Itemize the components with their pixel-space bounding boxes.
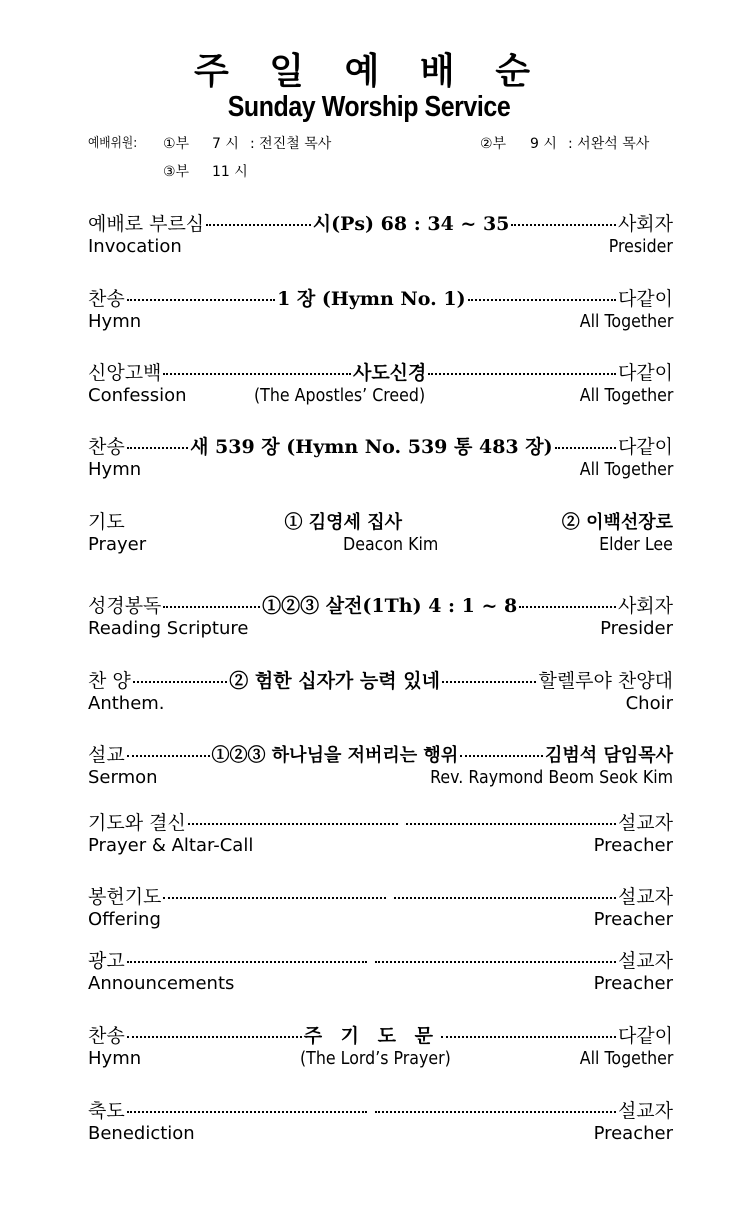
- leader-dots: [406, 823, 616, 825]
- item-leader-en: Presider: [600, 618, 673, 639]
- item-leader-ko: 사회자: [617, 595, 674, 617]
- item-leader-ko: 다같이: [617, 362, 673, 384]
- leader-dots: [460, 755, 543, 757]
- item-label-en: Sermon: [88, 767, 158, 788]
- item-leader-en: Preacher: [593, 835, 673, 856]
- item-content: ② 험한 십자가 능력 있네: [229, 670, 440, 692]
- item-label-ko: 봉헌기도: [88, 886, 162, 908]
- leader-dots: [127, 961, 368, 963]
- item-label-ko: 기도: [88, 511, 125, 533]
- item-content: ①②③ 살전(1Th) 4 : 1 ~ 8: [262, 595, 518, 617]
- item-label-en: Offering: [88, 909, 161, 930]
- item-content: ①②③ 하나님을 저버리는 행위: [211, 745, 459, 766]
- leader-dots: [133, 681, 228, 683]
- leader-dots: [441, 1036, 616, 1038]
- order-item-altar-call: [88, 811, 673, 857]
- leader-dots: [375, 961, 616, 963]
- item-leader-en: Rev. Raymond Beom Seok Kim: [430, 767, 673, 788]
- item-content: 시(Ps) 68 : 34 ~ 35: [312, 213, 510, 235]
- service-3-number: ③부: [163, 164, 190, 180]
- item-leader-ko: 다같이: [617, 288, 673, 310]
- order-item-anthem: [88, 669, 673, 715]
- order-item-confession: [88, 361, 673, 407]
- item-label-en: Anthem.: [88, 693, 165, 714]
- order-item-invocation: [88, 212, 673, 258]
- item-leader-ko: 다같이: [617, 436, 673, 458]
- leader-dots: [127, 1111, 368, 1113]
- item-label-ko: 신앙고백: [88, 362, 162, 384]
- item-content: 주 기 도 문: [303, 1025, 439, 1047]
- item-label-en: Confession: [88, 385, 187, 406]
- service-1-time: 7 시: [212, 136, 239, 152]
- item-leader-en: Preacher: [593, 1123, 673, 1144]
- item-label-en: Hymn: [88, 311, 142, 332]
- item-leader-en: Preacher: [593, 973, 673, 994]
- item-content: ① 김영세 집사: [284, 512, 402, 533]
- item-content: 1 장 (Hymn No. 1): [277, 288, 466, 310]
- item-label-en: Reading Scripture: [88, 618, 249, 639]
- item-label-en: Prayer: [88, 534, 147, 555]
- item-leader-ko: 사회자: [617, 213, 674, 235]
- staff-label: 예배위원:: [88, 136, 138, 151]
- item-leader-en: Elder Lee: [599, 534, 673, 555]
- item-leader-ko: 할렐루야 찬양대: [538, 670, 673, 692]
- order-item-sermon: [88, 743, 673, 789]
- item-label-ko: 예배로 부르심: [88, 213, 205, 235]
- item-label-ko: 찬 양: [88, 670, 131, 692]
- leader-dots: [163, 606, 260, 608]
- leader-dots: [127, 447, 188, 449]
- item-leader-ko: 설교자: [617, 886, 674, 908]
- item-leader-en: All Together: [579, 385, 673, 406]
- service-3-time: 11 시: [212, 164, 248, 180]
- leader-dots: [188, 823, 398, 825]
- leader-dots: [163, 897, 385, 899]
- item-label-ko: 찬송: [88, 288, 125, 310]
- item-label-ko: 축도: [88, 1100, 125, 1122]
- item-label-en: Invocation: [88, 236, 182, 257]
- leader-dots: [468, 299, 616, 301]
- item-content-en: (The Apostles’ Creed): [254, 385, 426, 406]
- order-item-hymn-539: [88, 435, 673, 481]
- item-leader-en: All Together: [579, 311, 673, 332]
- title-english: Sunday Worship Service: [227, 91, 511, 123]
- service-2-number: ②부: [480, 136, 507, 152]
- order-item-announcements: [88, 949, 673, 995]
- order-item-scripture: [88, 594, 673, 640]
- leader-dots: [428, 373, 616, 375]
- service-2-time: 9 시: [530, 136, 557, 152]
- item-content-en: Deacon Kim: [343, 534, 439, 555]
- item-leader-ko: 설교자: [617, 812, 673, 834]
- item-label-en: Announcements: [88, 973, 235, 994]
- service-1-leader: : 전진철 목사: [250, 136, 332, 152]
- item-leader-en: All Together: [579, 459, 673, 480]
- order-item-benediction: [88, 1099, 673, 1145]
- leader-dots: [163, 373, 351, 375]
- item-label-ko: 찬송: [88, 436, 125, 458]
- item-leader-ko: ② 이백선장로: [561, 512, 674, 533]
- leader-dots: [206, 224, 311, 226]
- item-label-ko: 기도와 결신: [88, 812, 186, 834]
- item-label-en: Hymn: [88, 1048, 142, 1069]
- service-2-leader: : 서완석 목사: [568, 136, 650, 152]
- leader-dots: [442, 681, 537, 683]
- item-leader-ko: 설교자: [617, 1100, 673, 1122]
- item-leader-en: All Together: [579, 1048, 673, 1069]
- item-leader-en: Choir: [625, 693, 673, 714]
- item-content-en: (The Lord’s Prayer): [300, 1048, 451, 1069]
- item-leader-ko: 다같이: [617, 1025, 674, 1047]
- leader-dots: [555, 447, 616, 449]
- item-label-en: Hymn: [88, 459, 142, 480]
- item-label-en: Benediction: [88, 1123, 195, 1144]
- item-label-ko: 광고: [88, 950, 125, 972]
- order-item-lords-prayer: [88, 1024, 673, 1070]
- item-leader-en: Presider: [608, 236, 673, 257]
- leader-dots: [394, 897, 616, 899]
- order-item-prayer: [88, 510, 673, 556]
- item-leader-ko: 김범석 담임목사: [545, 745, 674, 766]
- item-content: 사도신경: [352, 362, 427, 384]
- item-label-ko: 설교: [88, 744, 125, 766]
- item-label-en: Prayer & Altar-Call: [88, 835, 254, 856]
- leader-dots: [127, 755, 210, 757]
- item-label-ko: 찬송: [88, 1025, 125, 1047]
- item-leader-en: Preacher: [593, 909, 673, 930]
- item-label-ko: 성경봉독: [88, 595, 162, 617]
- leader-dots: [511, 224, 616, 226]
- title-korean: 주 일 예 배 순: [193, 51, 544, 92]
- leader-dots: [375, 1111, 616, 1113]
- leader-dots: [127, 299, 275, 301]
- leader-dots: [127, 1036, 302, 1038]
- service-1-number: ①부: [163, 136, 190, 152]
- order-item-hymn-opening: [88, 287, 673, 333]
- leader-dots: [519, 606, 616, 608]
- item-leader-ko: 설교자: [617, 950, 673, 972]
- order-item-offering: [88, 885, 673, 931]
- item-content: 새 539 장 (Hymn No. 539 통 483 장): [190, 436, 553, 458]
